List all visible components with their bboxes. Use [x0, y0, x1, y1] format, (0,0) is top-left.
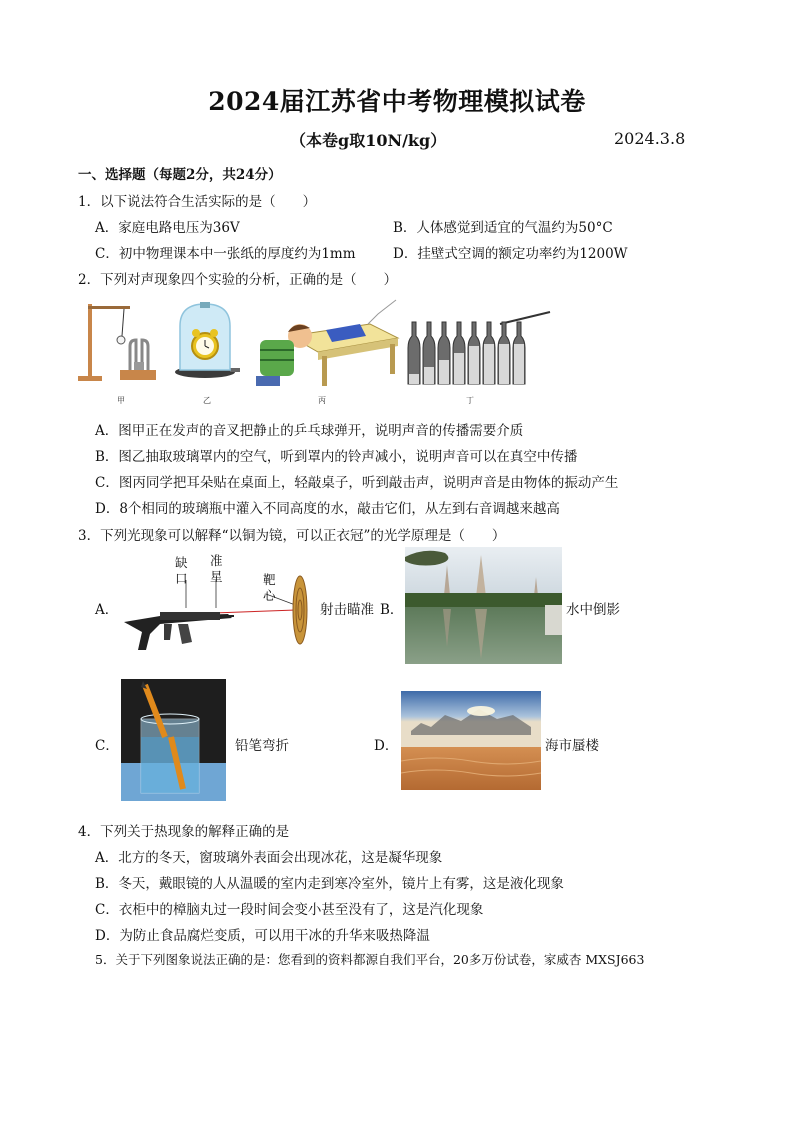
q3-option-a-letter: A．: [95, 602, 119, 618]
page-title: 2024届江苏省中考物理模拟试卷: [208, 87, 586, 116]
bell-jar-figure: [172, 300, 242, 384]
bottle-water: [409, 374, 419, 384]
q3-stem: 3．下列光现象可以解释“以铜为镜，可以正衣冠”的光学原理是（ ）: [78, 528, 506, 544]
caption-ding: 丁: [466, 396, 474, 405]
page-subtitle: （本卷g取10N/kg）: [290, 131, 447, 150]
q4-option-a: A．北方的冬天，窗玻璃外表面会出现冰花，这是凝华现象: [95, 850, 443, 866]
bottle-water: [424, 367, 434, 384]
q1-option-a: A．家庭电路电压为36V: [95, 220, 240, 236]
bottle-water: [439, 360, 449, 384]
bottle-water: [499, 344, 509, 384]
q3-option-d-text: 海市蜃楼: [545, 738, 599, 754]
mirage-photo: [401, 691, 541, 790]
q2-option-d: D．8个相同的玻璃瓶中灌入不同高度的水，敲击它们，从左到右音调越来越高: [95, 501, 560, 517]
q2-option-c: C．图丙同学把耳朵贴在桌面上，轻敲桌子，听到敲击声，说明声音是由物体的振动产生: [95, 475, 619, 491]
caption-yi: 乙: [203, 396, 211, 405]
q1-option-b: B．人体感觉到适宜的气温约为50°C: [393, 220, 613, 236]
caption-bing: 丙: [318, 396, 326, 405]
q3-option-c-text: 铅笔弯折: [235, 738, 289, 754]
q3-option-c-letter: C．: [95, 738, 119, 754]
student-desk-figure: [250, 296, 400, 388]
q2-option-b: B．图乙抽取玻璃罩内的空气，听到罩内的铃声减小，说明声音可以在真空中传播: [95, 449, 578, 465]
q4-option-d: D．为防止食品腐烂变质，可以用干冰的升华来吸热降温: [95, 928, 430, 944]
q5-stem: 5．关于下列图象说法正确的是：您看到的资料都源自我们平台，20多万份试卷，家威杏 MXSJ663: [95, 952, 645, 967]
bottle-water: [454, 353, 464, 384]
rifle-label-notch: 缺口: [175, 555, 188, 586]
eight-bottles-figure: [404, 308, 552, 386]
q4-stem: 4．下列关于热现象的解释正确的是: [78, 824, 290, 840]
rifle-label-sight: 准星: [210, 553, 223, 584]
bottle-water: [469, 346, 479, 384]
caption-jia: 甲: [117, 396, 125, 405]
q3-option-d-letter: D．: [374, 738, 399, 754]
q1-stem: 1．以下说法符合生活实际的是（ ）: [78, 194, 317, 210]
rifle-label-target: 靶心: [263, 572, 276, 603]
q3-option-b-letter: B．: [380, 602, 404, 618]
tuning-fork-figure: [72, 296, 162, 386]
q1-option-c: C．初中物理课本中一张纸的厚度约为1mm: [95, 246, 356, 262]
q3-option-a-text: 射击瞄准: [320, 602, 374, 618]
section-heading: 一、选择题（每题2分，共24分）: [78, 167, 282, 183]
bent-pencil-photo: [121, 679, 226, 801]
q4-option-c: C．衣柜中的樟脑丸过一段时间会变小甚至没有了，这是汽化现象: [95, 902, 484, 918]
q2-stem: 2．下列对声现象四个实验的分析，正确的是（ ）: [78, 272, 398, 288]
q3-option-b-text: 水中倒影: [566, 602, 620, 618]
exam-date: 2024.3.8: [614, 129, 686, 148]
bottle-water: [514, 344, 524, 384]
water-reflection-photo: [405, 547, 562, 664]
q2-option-a: A．图甲正在发声的音叉把静止的乒乓球弹开，说明声音的传播需要介质: [95, 423, 524, 439]
bottle-water: [484, 344, 494, 384]
q1-option-d: D．挂壁式空调的额定功率约为1200W: [393, 246, 628, 262]
q4-option-b: B．冬天，戴眼镜的人从温暖的室内走到寒冷室外，镜片上有雾，这是液化现象: [95, 876, 564, 892]
